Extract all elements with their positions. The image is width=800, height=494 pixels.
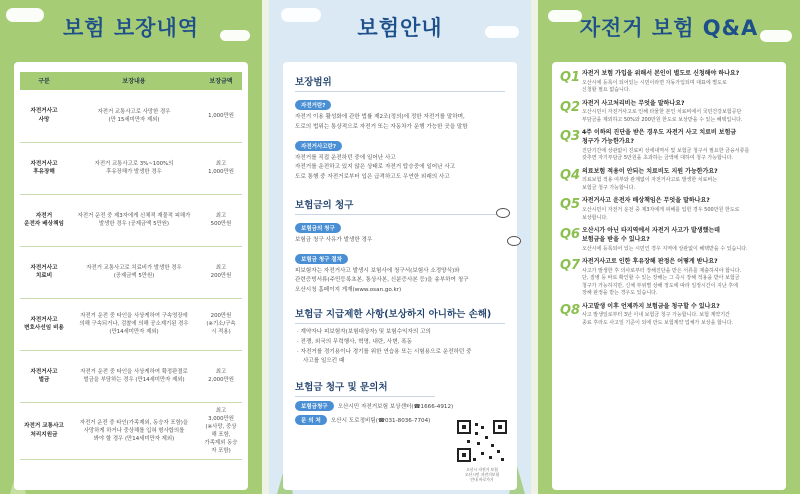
speech-bubble-icon xyxy=(507,236,521,246)
qa-item xyxy=(560,258,778,298)
contact-text: 오산시 도로정비팀(☎031-8036-7704) xyxy=(330,418,431,425)
answer-text: 사고 발생일로부터 3년 이내 보험금 청구 가능합니다. 보험 계약기간 종료 후라도 사고일 기준이 되에 만도 보험계약 업체가 보상을 합니다. xyxy=(582,312,734,326)
section-text: 자전거 이용 활성화에 관한 법률 제2조(정의)에 정한 자전거를 말하며, 도로의 법위는 통상적으로 자전거 또는 자동차가 운행 가능한 곳을 말함 xyxy=(295,114,468,130)
question-text: 자전거 보험 가입을 위해서 본인이 별도로 신청해야 하나요? xyxy=(582,70,740,77)
question-text: 의료보험 적용이 안되는 치료비도 지원 가능한가요? xyxy=(582,167,718,175)
row-category: 자전거 운전자 배상책임 xyxy=(20,194,68,246)
question-number: Q4 xyxy=(560,167,581,183)
answer-text: 오산시민이 자전거사고로 인해 타물한 본인 치료비에서 국민건강보험공단 부담금을 제외하고 50%와 200만원 한도로 보상받을 수 있는 혜택입니다. xyxy=(582,109,743,123)
table-row xyxy=(20,142,242,194)
row-amount: 최고 200만원 xyxy=(200,246,242,298)
panel-title: 자전거 보험 Q&A xyxy=(579,16,759,40)
info-card xyxy=(283,62,517,490)
qr-caption: 오산시 자전거 보험 오산시민 자전거보험 안내 바로가기 xyxy=(464,467,500,482)
row-category: 자전거사고 후유장해 xyxy=(20,142,68,194)
list-item: · 자전거를 경기용이나 경기를 위한 연습용 또는 시험용으로 운전하던 중 사고를 일으킨 때 xyxy=(297,348,472,365)
row-description: 자전거 운전 중 타인을 사상케하여 확정판결로 벌금을 부담하는 경우 (만14세미만자 제외) xyxy=(68,350,200,402)
question-number: Q5 xyxy=(560,197,581,213)
question-text: 오산시가 아닌 타지역에서 자전거 사고가 발생했는데 보험금을 받을 수 있나요? xyxy=(582,227,720,243)
table-row xyxy=(20,350,242,402)
qa-card xyxy=(552,62,786,490)
coverage-table xyxy=(20,72,242,460)
list-item: · 계약자나 피보험자(보험대상자) 및 보험수익자의 고의 xyxy=(297,329,431,336)
question-number: Q2 xyxy=(560,99,581,115)
section-tag: 자전거사고란? xyxy=(295,141,342,151)
qa-item xyxy=(560,129,778,162)
question-number: Q3 xyxy=(560,129,581,145)
row-amount: 최고 3,000만원 (※사망, 중상해 포함, 가족제외 동승자 포함) xyxy=(200,402,242,460)
table-row xyxy=(20,298,242,350)
section-title: 보험금 지급제한 사항(보상하지 아니하는 손해) xyxy=(295,306,505,324)
table-header: 보장금액 xyxy=(200,72,242,90)
qa-item xyxy=(560,168,778,193)
answer-text: 진단기간에 상관없이 진료비 상세내역서 및 보험금 청구서 필요한 금융서류를 갖추면 자기부담금 5만원을 초과하는 금액에 대하여 청구 가능합니다. xyxy=(582,147,750,162)
row-amount: 200만원 (※기소/구속 시 적용) xyxy=(200,298,242,350)
question-text: 자전거사고로 인한 후유장해 판정은 어떻게 받나요? xyxy=(582,258,718,265)
section-title: 보장범위 xyxy=(295,74,505,92)
section-text: 피보험자는 자전거사고 발생시 보험사에 청구서(보험사 소정양식)와 관련증빙서류(주민등록초본, 통상사본, 신분증사본 등)을 송부하여 청구 오산시청 홈페이지 게재(www.osan.go.kr) xyxy=(295,267,469,294)
row-category: 자전거사고 치료비 xyxy=(20,246,68,298)
table-header: 구분 xyxy=(20,72,68,90)
qr-code-icon[interactable] xyxy=(455,418,509,480)
row-amount: 최고 500만원 xyxy=(200,194,242,246)
row-description: 자전거 교통사고로 치료비가 발생한 경우 (공제금액 5만원) xyxy=(68,246,200,298)
section-tag: 보험금의 청구 xyxy=(295,223,341,233)
row-description: 자전거 교통사고로 3%~100%의 후유장해가 발생한 경우 xyxy=(68,142,200,194)
row-description: 자전거 운전 중 타인을 사상케하여 구속영장에 의해 구속되거나, 검찰에 의해 공소제기된 경우 (만14세미만자 제외) xyxy=(68,298,200,350)
section-tag: 보험금 청구 절차 xyxy=(295,254,348,264)
contact-text: 오산시민 자전거보험 보상센터(☎1666-4912) xyxy=(337,404,454,411)
section-title: 보험금 청구 및 문의처 xyxy=(295,379,435,397)
answer-text: 오산시에 등록되어 있는 시민인 경우 지역에 상관없이 혜택받을 수 있습니다. xyxy=(582,245,748,252)
row-description: 자전거 운전 중 제3자에게 신체적 재물적 피해가 발생한 경우 (공제금액 5만원) xyxy=(68,194,200,246)
table-row xyxy=(20,90,242,142)
table-row xyxy=(20,246,242,298)
question-text: 사고발생 이후 언제까지 보험금을 청구할 수 있나요? xyxy=(582,302,720,310)
answer-text: 오산시민이 자전거 운전 중 제3자에게 피해를 입힌 경우 500만원 한도로 보상합니다. xyxy=(582,207,740,221)
row-amount: 1,000만원 xyxy=(200,90,242,142)
question-text: 자전거사고 운전자 배상책임은 무엇을 말하나요? xyxy=(582,197,710,205)
qa-panel xyxy=(538,0,800,494)
table-row xyxy=(20,402,242,460)
panel-title: 보험 보장내역 xyxy=(62,16,200,40)
qa-item xyxy=(560,227,778,253)
qa-item xyxy=(560,303,778,328)
row-amount: 최고 1,000만원 xyxy=(200,142,242,194)
qa-item xyxy=(560,100,778,125)
section-tag: 보험금청구 xyxy=(295,401,334,411)
row-amount: 최고 2,000만원 xyxy=(200,350,242,402)
question-number: Q6 xyxy=(560,227,581,243)
table-row xyxy=(20,194,242,246)
qa-item xyxy=(560,197,778,222)
question-text: 4주 이하의 진단을 받은 경우도 자전거 사고 치료비 보험금 청구가 가능한가요? xyxy=(582,129,737,146)
section-text: 보험금 청구 사유가 발생한 경우 xyxy=(295,236,373,243)
section-text: 자전거를 직접 운전하던 중에 일어난 사고 자전거를 운전하고 있지 않은 상태로 자전거 탑승중에 일어난 사고 도로 통행 중 자전거로부터 입은 급격하고도 우연한 외래의 사고 xyxy=(295,154,456,181)
question-number: Q7 xyxy=(560,258,581,273)
list-item: · 전쟁, 외국의 무력행사, 혁명, 내란, 사변, 폭동 xyxy=(297,338,412,345)
coverage-card xyxy=(14,62,248,490)
panel-title: 보험안내 xyxy=(357,16,443,40)
row-category: 자전거사고 변호사선임 비용 xyxy=(20,298,68,350)
answer-text: 사고가 발생한 후 의사로부터 장해진단을 받은 서류를 제출하셔야 합니다. 단, 질병 등 바로 확인할 수 있는 장해는 그 즉시 장해 적용을 받아 보험금 청구가 가능하지만, 신체 부위별 상해 정도에 따라 일정시간이 지난 후에 장해 판정을 받는 경우도 있습니다. xyxy=(582,267,742,297)
insurance-info-panel xyxy=(269,0,531,494)
qa-item xyxy=(560,70,778,95)
answer-text: 의료보험 적용 여부와 관계없이 자전거사고로 발생한 치료비는 보험금 청구 가능합니다. xyxy=(582,177,718,191)
question-text: 자전거 사고처리비는 무엇을 말하나요? xyxy=(582,99,685,107)
section-tag: 문 의 처 xyxy=(295,415,327,425)
question-number: Q1 xyxy=(560,70,581,85)
section-title: 보험금의 청구 xyxy=(295,197,505,215)
answer-text: 오산시에 등록이 되어있는 시민이라면 자동가입되며 대표에 별도로 신청할 필요 없습니다. xyxy=(582,79,727,94)
row-category: 자전거 교통사고 처리지원금 xyxy=(20,402,68,460)
row-category: 자전거사고 사망 xyxy=(20,90,68,142)
coverage-panel xyxy=(0,0,262,494)
row-description: 자전거 운전 중 타인(가족제외, 동승자 포함)을 사망하게 하거나 중상해를 입혀 형사합의를 봐야 할 경우 (만14세미만자 제외) xyxy=(68,402,200,460)
row-category: 자전거사고 벌금 xyxy=(20,350,68,402)
table-header: 보장내용 xyxy=(68,72,200,90)
question-number: Q8 xyxy=(560,302,581,318)
section-tag: 자전거란? xyxy=(295,100,331,110)
speech-bubble-icon xyxy=(496,208,510,218)
row-description: 자전거 교통사고로 사망한 경우 (만 15세미만자 제외) xyxy=(68,90,200,142)
